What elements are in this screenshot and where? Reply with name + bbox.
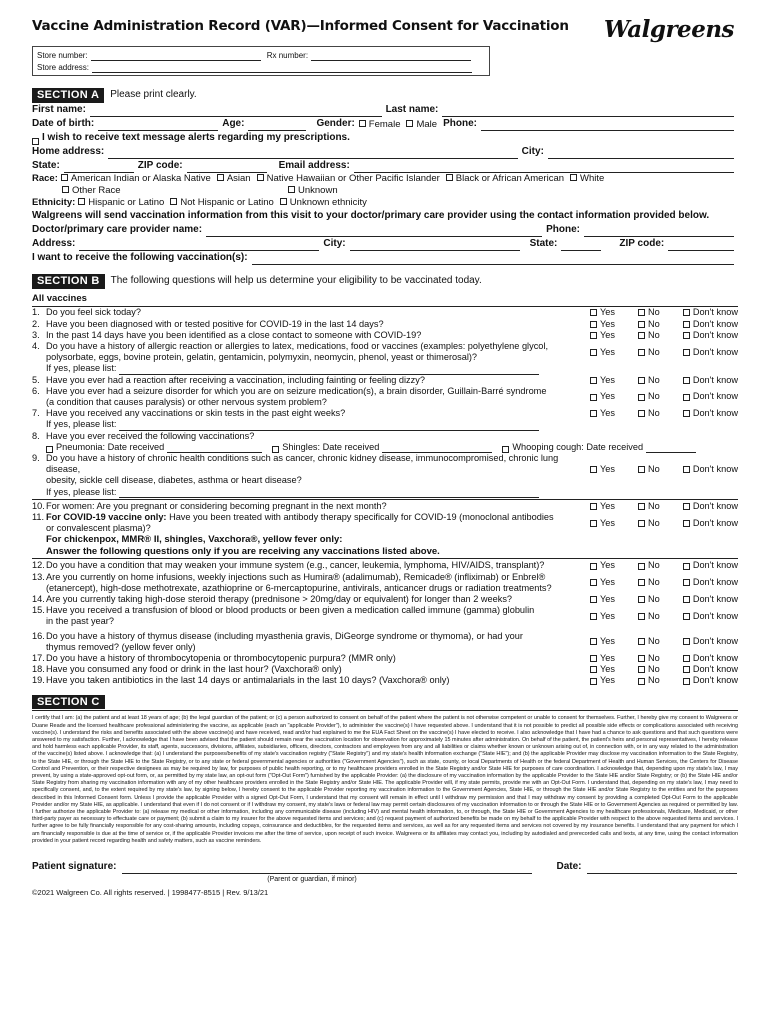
question-text: or convalescent plasma)? [46,523,151,534]
if-yes-label: If yes, please list: [46,363,117,374]
question-number: 5. [32,374,40,385]
no-checkbox[interactable] [638,579,645,586]
if-yes-field[interactable] [119,422,539,431]
subsection-instruction: Answer the following questions only if you are receiving any vaccinations listed above. [46,545,440,557]
question-row [32,594,738,605]
question-row [32,653,738,664]
yes-checkbox[interactable] [590,377,597,384]
yes-checkbox[interactable] [590,678,597,685]
if-yes-field[interactable] [119,489,539,498]
yes-checkbox[interactable] [590,321,597,328]
no-label: No [648,464,660,475]
yes-checkbox[interactable] [590,563,597,570]
if-yes-label: If yes, please list: [46,419,117,430]
question-text: Have you consumed any food or drink in the last hour? (Vaxchora® only) [46,664,342,675]
doctor-label: Doctor/primary care provider name: [32,224,203,236]
dont-know-label: Don't know [692,517,738,528]
yes-checkbox[interactable] [590,520,597,527]
doctor-address-label: Address: [32,238,76,250]
dont-know-checkbox[interactable] [683,638,690,645]
no-checkbox[interactable] [638,466,645,473]
dont-know-checkbox[interactable] [683,309,690,316]
shingles-label: Shingles: Date received [282,441,380,452]
date-field[interactable] [587,864,737,874]
no-checkbox[interactable] [638,655,645,662]
yes-checkbox[interactable] [590,466,597,473]
doctor-state-field[interactable] [561,242,601,251]
question-row [32,386,738,408]
question-text: Have you received a transfusion of blood or blood products or been given a medication called immune (gamma) globulin [46,605,535,616]
race-checkbox[interactable] [62,186,69,193]
race-option: American Indian or Alaska Native [70,172,211,184]
section-a-note: Please print clearly. [110,89,197,101]
ethnicity-option: Not Hispanic or Latino [180,196,274,208]
no-checkbox[interactable] [638,332,645,339]
no-label: No [648,318,660,329]
question-row [32,375,738,386]
dob-label: Date of birth: [32,118,95,130]
no-label: No [648,346,660,357]
race-option: White [580,172,605,184]
question-text: Have you ever had a seizure disorder for which you are on seizure medication(s), a brain disorder, Guillain-Barré syndrome [46,385,547,396]
doctor-zip-label: ZIP code: [619,238,665,250]
yes-label: Yes [600,653,615,664]
male-checkbox[interactable] [406,120,413,127]
question-text: Do you have a condition that may weaken your immune system (e.g., cancer, leukemia, lymphoma, HIV/AIDS, transplant)? [46,560,545,571]
question-number: 1. [32,307,40,318]
no-label: No [648,329,660,340]
question-number: 6. [32,385,40,396]
no-label: No [648,664,660,675]
pneumonia-checkbox[interactable] [46,446,53,453]
race-option: Native Hawaiian or Other Pacific Islander [266,172,440,184]
yes-label: Yes [600,675,615,686]
question-text: Do you feel sick today? [46,307,141,318]
subsection-title: For chickenpox, MMR® II, shingles, Vaxchora®, yellow fever only: [46,534,343,546]
question-row [32,560,738,571]
all-vaccines-heading: All vaccines [32,292,87,304]
question-number: 4. [32,340,40,351]
race-checkbox[interactable] [257,174,264,181]
yes-label: Yes [600,374,615,385]
rx-number-label: Rx number: [266,51,309,60]
signature-field[interactable] [122,864,532,874]
no-checkbox[interactable] [638,410,645,417]
question-text: Do you have a history of thymus disease (including myasthenia gravis, DiGeorge syndrome or thymoma), or had your [46,630,523,641]
no-checkbox[interactable] [638,678,645,685]
yes-label: Yes [600,318,615,329]
doctor-state-label: State: [529,238,558,250]
race-checkbox[interactable] [570,174,577,181]
no-checkbox[interactable] [638,613,645,620]
dont-know-checkbox[interactable] [683,466,690,473]
yes-label: Yes [600,636,615,647]
whooping-date-field[interactable] [646,444,696,453]
pneumonia-date-field[interactable] [167,444,262,453]
date-label: Date: [556,861,582,873]
question-row [32,307,738,318]
yes-checkbox[interactable] [590,349,597,356]
no-checkbox[interactable] [638,321,645,328]
question-number: 14. [32,594,45,605]
dob-field[interactable] [98,122,218,131]
question-text: (etanercept), high-dose methotrexate, azathioprine or 6-mercaptopurine, antivirals, anticancer drugs or radiation treatments? [46,582,552,593]
dont-know-checkbox[interactable] [683,655,690,662]
question-text: In the past 14 days have you been identified as a close contact to someone with COVID-19? [46,329,422,340]
yes-label: Yes [600,594,615,605]
yes-checkbox[interactable] [590,332,597,339]
email-field[interactable] [354,164,734,173]
dont-know-label: Don't know [692,346,738,357]
state-label: State: [32,160,60,172]
question-text: Do you have a history of allergic reaction or allergies to latex, medications, food or vaccines (examples: polyethylene glycol, [46,340,548,351]
pneumonia-label: Pneumonia: Date received [56,441,165,452]
no-checkbox[interactable] [638,520,645,527]
dont-know-checkbox[interactable] [683,503,690,510]
send-info-notice: Walgreens will send vaccination information from this visit to your doctor/primary care provider using the contact information provided below. [32,210,710,222]
yes-label: Yes [600,329,615,340]
yes-checkbox[interactable] [590,638,597,645]
dont-know-checkbox[interactable] [683,321,690,328]
doctor-city-field[interactable] [350,242,520,251]
yes-label: Yes [600,408,615,419]
yes-label: Yes [600,307,615,318]
yes-label: Yes [600,517,615,528]
age-label: Age: [222,118,245,130]
ethnicity-option: Hispanic or Latino [88,196,165,208]
rx-number-field[interactable] [311,52,471,61]
race-checkbox[interactable] [61,174,68,181]
age-field[interactable] [248,122,306,131]
dont-know-checkbox[interactable] [683,579,690,586]
home-address-label: Home address: [32,146,105,158]
question-number: 17. [32,653,45,664]
question-number: 8. [32,430,40,441]
last-name-field[interactable] [442,108,734,117]
dont-know-label: Don't know [692,329,738,340]
dont-know-label: Don't know [692,374,738,385]
doctor-phone-field[interactable] [584,228,734,237]
no-label: No [648,517,660,528]
subsection-heading [32,534,738,557]
no-label: No [648,307,660,318]
dont-know-checkbox[interactable] [683,563,690,570]
yes-checkbox[interactable] [590,596,597,603]
yes-checkbox[interactable] [590,655,597,662]
male-label: Male [416,118,438,130]
female-label: Female [368,118,401,130]
doctor-city-label: City: [323,238,346,250]
no-checkbox[interactable] [638,563,645,570]
shingles-checkbox[interactable] [272,446,279,453]
question-number: 2. [32,318,40,329]
no-checkbox[interactable] [638,349,645,356]
no-checkbox[interactable] [638,309,645,316]
yes-checkbox[interactable] [590,666,597,673]
race-option: Asian [226,172,251,184]
no-label: No [648,560,660,571]
dont-know-label: Don't know [692,610,738,621]
dont-know-checkbox[interactable] [683,613,690,620]
question-text: in the past year? [46,616,114,627]
dont-know-label: Don't know [692,464,738,475]
whooping-label: Whooping cough: Date received [512,441,644,452]
ethnicity-option: Unknown ethnicity [289,196,367,208]
dont-know-label: Don't know [692,653,738,664]
race-checkbox[interactable] [446,174,453,181]
ethnicity-checkbox[interactable] [280,198,287,205]
no-label: No [648,577,660,588]
dont-know-label: Don't know [692,318,738,329]
text-alerts-checkbox[interactable] [32,138,39,145]
store-number-label: Store number: [37,51,88,60]
no-label: No [648,374,660,385]
question-row [32,341,738,363]
gender-label: Gender: [316,118,355,130]
shingles-date-field[interactable] [382,444,492,453]
question-text: Are you currently on home infusions, weekly injections such as Humira® (adalimumab), Remicade® (infliximab) or Enbrel® [46,571,546,582]
question-number: 15. [32,605,45,616]
email-label: Email address: [278,160,350,172]
race-option: Other Race [72,184,121,196]
home-address-field[interactable] [108,150,517,159]
form-title: Vaccine Administration Record (VAR)—Informed Consent for Vaccination [32,18,569,34]
signature-label: Patient signature: [32,861,117,873]
store-address-field[interactable] [92,64,472,73]
dont-know-checkbox[interactable] [683,596,690,603]
question-row [32,664,738,675]
yes-label: Yes [600,664,615,675]
dont-know-checkbox[interactable] [683,520,690,527]
questions-list [32,307,738,686]
section-b-badge: SECTION B [32,274,105,289]
dont-know-label: Don't know [692,560,738,571]
if-yes-label: If yes, please list: [46,486,117,497]
yes-label: Yes [600,464,615,475]
question-text: Do you have a history of chronic health conditions such as cancer, chronic kidney disease, immunocompromised, chronic lung disease, [46,453,559,475]
zip-field[interactable] [187,164,267,173]
question-row [32,408,738,419]
question-number: 16. [32,630,45,641]
no-checkbox[interactable] [638,596,645,603]
dont-know-checkbox[interactable] [683,678,690,685]
phone-label: Phone: [443,118,477,130]
question-row [32,453,738,487]
race-checkbox[interactable] [217,174,224,181]
no-label: No [648,391,660,402]
text-alerts-label: I wish to receive text message alerts regarding my prescriptions. [42,132,350,144]
question-bold: For COVID-19 vaccine only: [46,512,167,523]
dont-know-checkbox[interactable] [683,349,690,356]
female-checkbox[interactable] [359,120,366,127]
guardian-note: (Parent or guardian, if minor) [267,875,357,883]
dont-know-label: Don't know [692,577,738,588]
doctor-address-field[interactable] [79,242,319,251]
dont-know-checkbox[interactable] [683,377,690,384]
no-checkbox[interactable] [638,638,645,645]
yes-checkbox[interactable] [590,309,597,316]
question-number: 13. [32,571,45,582]
question-number: 19. [32,675,45,686]
first-name-label: First name: [32,104,86,116]
question-number: 3. [32,329,40,340]
no-checkbox[interactable] [638,394,645,401]
no-checkbox[interactable] [638,377,645,384]
doctor-phone-label: Phone: [546,224,580,236]
question-text: Have you been treated with antibody therapy specifically for COVID-19 (monoclonal antibodies [169,512,554,523]
question-text: Have you received any vaccinations or skin tests in the past eight weeks? [46,408,346,419]
dont-know-label: Don't know [692,675,738,686]
question-row [32,431,738,442]
vaccination-request-label: I want to receive the following vaccination(s): [32,252,248,264]
ethnicity-checkbox[interactable] [170,198,177,205]
question-row [32,512,738,534]
question-number: 18. [32,664,45,675]
yes-label: Yes [600,500,615,511]
question-text: (a condition that causes paralysis) or other nervous system problem? [46,397,327,407]
question-row [32,319,738,330]
dont-know-label: Don't know [692,500,738,511]
dont-know-label: Don't know [692,664,738,675]
yes-checkbox[interactable] [590,503,597,510]
dont-know-checkbox[interactable] [683,410,690,417]
city-label: City: [521,146,544,158]
footer-copyright: ©2021 Walgreen Co. All rights reserved. | 1998477-8515 | Rev. 9/13/21 [32,888,269,898]
no-label: No [648,653,660,664]
yes-label: Yes [600,346,615,357]
yes-checkbox[interactable] [590,394,597,401]
question-number: 9. [32,453,40,464]
section-a-badge: SECTION A [32,88,104,103]
no-label: No [648,636,660,647]
dont-know-checkbox[interactable] [683,332,690,339]
last-name-label: Last name: [385,104,439,116]
yes-label: Yes [600,391,615,402]
section-b-note: The following questions will help us determine your eligibility to be vaccinated today. [110,274,482,286]
yes-label: Yes [600,560,615,571]
no-label: No [648,500,660,511]
phone-field[interactable] [481,122,734,131]
first-name-field[interactable] [90,108,382,117]
question-text: For women: Are you pregnant or considering becoming pregnant in the next month? [46,500,387,511]
question-text: thymus removed? (yellow fever only) [46,641,196,652]
doctor-field[interactable] [206,228,542,237]
question-row [32,501,738,512]
question-text: Have you ever had a reaction after receiving a vaccination, including fainting or feeling dizzy? [46,374,425,385]
question-number: 10. [32,500,45,511]
race-label: Race: [32,172,58,184]
if-yes-field[interactable] [119,366,539,375]
store-info-box [32,46,490,76]
no-label: No [648,610,660,621]
consent-legal-text: I certify that I am: (a) the patient and at least 18 years of age; (b) the legal guardian of the patient; or (c) a person authorized to consent on behalf of the patient where the patient is not otherwise competent or unable to consent for themselves. Further, I hereby give my consent to Walgreens or Duane Reade and the licensed healthcare professional administering the vaccine, as applicable (each an "applicable Provider"), to administer the vaccine(s) I have requested above. I understand that it is not possible to predict all possible side effects or complications associated with receiving vaccine(s). I understand the risks and benefits associated with the above vaccine(s) and have received, read and/or had explained to me the EUA Fact Sheet on the vaccine(s) I have elected to receive. I also acknowledge that I have had a chance to ask questions and that such questions were answered to my satisfaction. Further, I acknowledge that I have been advised that the patient should remain near the vaccination location for observation for approximately 15 minutes after administration. On behalf of the patient, the patient's heirs and personal representatives, I hereby release and hold harmless each applicable Provider, its staff, agents, successors, divisions, affiliates, subsidiaries, officers, directors, contractors and employees from any and all liabilities or claims whether known or unknown arising out of, in connection with, or in any way related to the administration of the vaccine(s) listed above. I acknowledge that: (a) I understand the purposes/benefits of my state's vaccination registry ("State Registry") and my state's health information exchange ("State HIE"); and (b) the applicable Provider may disclose my vaccination information to the State Registry, to the State HIE, or through the State HIE to the State Registry, or to any state or federal governmental agencies or authorities ("Government Agencies"), such as state, county, or local Departments of Health or the federal Department of Health and Human Services, the Centers for Disease Control and Prevention, or their respective designees as may be required by law, for purposes of public health reporting, or to my healthcare providers enrolled in the State Registry and/or State HIE for purposes of care coordination. I acknowledge that, depending upon my state's law, I may prevent, by using a state-approved opt-out form, or, as permitted by my state law, an opt-out form ("Opt-Out Form") furnished by the applicable Provider: (a) the disclosure of my vaccination information by the applicable Provider to the State HIE and/or State Registry; or (b) the State HIE and/or State Registry from sharing my vaccination information with any of my other healthcare providers enrolled in the State Registry and/or State HIE. The applicable Provider will, if my state permits, provide me with an Opt-Out Form. I understand that, depending on my state's law, I may need to specifically consent, and, to the extent required by my state's law, by signing below, I hereby consent to the applicable Provider reporting my vaccination information to the Government Agencies, State HIE, or through the State HIE and/or State Registry to the entities and for the purposes described in this Informed Consent form. Unless I provide the applicable Provider with a signed Opt-Out Form, I understand that my consent will remain in effect until I withdraw my permission and that I may withdraw my consent by providing a completed Opt-Out Form to the applicable Provider and/or my State HIE, as applicable. I understand that even if I do not consent or if I withdraw my consent, my state's laws or federal law may permit certain disclosures of my vaccination information to or through the State HIE or to Government Agencies as required or permitted by law. I further authorize the applicable Provider to: (a) release my medical or other information, including any communicable disease (including HIV) and mental health information, to, or through, the State HIE or Government Agencies to my healthcare professionals, Medicare, Medicaid, or other third-party payer as necessary to effectuate care or payment; (b) submit a claim to my insurer for the above requested items and services; and (c) request payment of authorized benefits be made on my behalf to the applicable Provider with respect to the above requested items and services. I further agree to be fully financially responsible for any cost-sharing amounts, including copays, coinsurance and deductibles, for the requested items and services, as well as for any requested items and services not covered by my insurance benefits. I understand that any payment for which I am financially responsible is due at the time of service or, if the applicable Provider invoices me after the time of service, upon receipt of such invoice. Walgreens or its affiliates may contact you, including by autodialed and prerecorded calls and texts, at any time, using the contact information provided in your patient record regarding health and safety matters, such as vaccine reminders. [32,715,738,844]
no-checkbox[interactable] [638,503,645,510]
yes-checkbox[interactable] [590,613,597,620]
zip-label: ZIP code: [137,160,183,172]
question-text: Do you have a history of thrombocytopenia or thrombocytopenic purpura? (MMR only) [46,653,396,664]
question-text: Have you taken antibiotics in the last 14 days or antimalarials in the last 10 days? (Vaxchora® only) [46,675,450,686]
question-text: polysorbate, eggs, bovine protein, gelatin, gentamicin, polymyxin, neomycin, phenol, yeast or thimerosal)? [46,352,478,363]
no-checkbox[interactable] [638,666,645,673]
race-checkbox[interactable] [288,186,295,193]
dont-know-label: Don't know [692,636,738,647]
walgreens-logo: Walgreens [603,16,734,43]
whooping-checkbox[interactable] [502,446,509,453]
question-number: 7. [32,408,40,419]
vaccination-request-field[interactable] [252,256,734,265]
store-number-field[interactable] [91,52,261,61]
yes-label: Yes [600,577,615,588]
yes-checkbox[interactable] [590,579,597,586]
dont-know-label: Don't know [692,391,738,402]
question-row [32,330,738,341]
ethnicity-checkbox[interactable] [78,198,85,205]
race-option: Black or African American [455,172,565,184]
question-number: 12. [32,560,45,571]
question-number: 11. [32,512,45,523]
dont-know-label: Don't know [692,307,738,318]
yes-label: Yes [600,610,615,621]
dont-know-checkbox[interactable] [683,394,690,401]
question-text: Have you ever received the following vaccinations? [46,430,255,441]
doctor-zip-field[interactable] [668,242,734,251]
question-row [32,605,738,627]
question-text: Are you currently taking high-dose steroid therapy (prednisone > 20mg/day or equivalent) for longer than 2 weeks? [46,594,513,605]
no-label: No [648,675,660,686]
question-row [32,631,738,653]
question-row [32,572,738,594]
no-label: No [648,594,660,605]
dont-know-checkbox[interactable] [683,666,690,673]
dont-know-label: Don't know [692,594,738,605]
section-c-badge: SECTION C [32,695,105,710]
question-text: obesity, sickle cell disease, diabetes, asthma or heart disease? [46,475,302,486]
dont-know-label: Don't know [692,408,738,419]
ethnicity-label: Ethnicity: [32,196,76,208]
state-field[interactable] [64,164,134,173]
store-address-label: Store address: [37,63,90,72]
race-option: Unknown [298,184,338,196]
question-row [32,675,738,686]
no-label: No [648,408,660,419]
yes-checkbox[interactable] [590,410,597,417]
question-text: Have you been diagnosed with or tested positive for COVID-19 in the last 14 days? [46,318,384,329]
city-field[interactable] [548,150,734,159]
